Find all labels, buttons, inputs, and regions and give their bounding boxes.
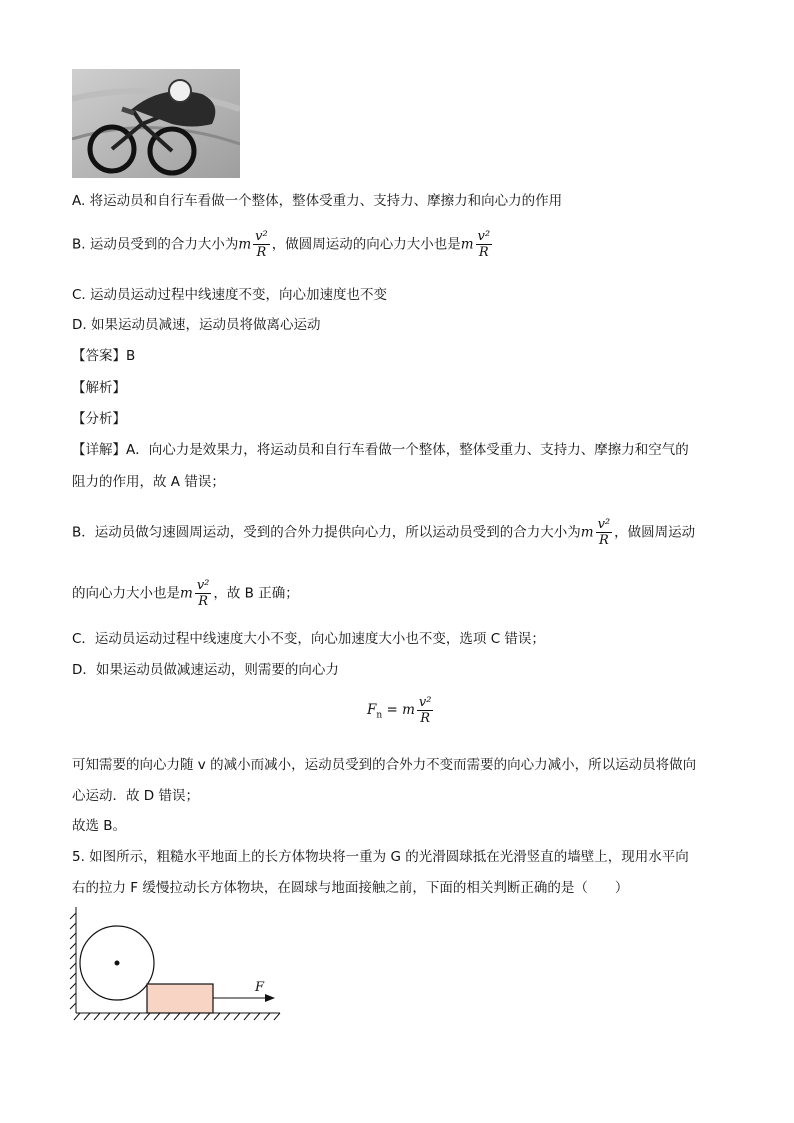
detail-b-prefix: B．运动员做匀速圆周运动，受到的合外力提供向心力，所以运动员受到的合力大小为	[72, 524, 581, 541]
fraction-v2-over-r	[596, 517, 613, 548]
option-b-prefix: B. 运动员受到的合力大小为	[72, 236, 239, 253]
fraction-denominator: R	[598, 533, 609, 548]
fraction-numerator: v²	[196, 578, 210, 593]
detail-line-2: 阻力的作用，故 A 错误；	[72, 474, 225, 490]
fraction-v2-over-r	[195, 578, 212, 609]
fraction-numerator: v²	[418, 695, 432, 710]
detail-d-line: D．如果运动员做减速运动，则需要的向心力	[72, 662, 339, 678]
option-d: D. 如果运动员减速，运动员将做离心运动	[72, 317, 321, 333]
detail-b-suffix: ，做圆周运动	[614, 524, 696, 541]
force-label: F	[255, 980, 265, 995]
fraction-denominator: R	[420, 711, 431, 726]
option-b	[72, 229, 494, 260]
option-b-middle: ，做圆周运动的向心力大小也是	[271, 236, 461, 253]
fraction-denominator: R	[478, 245, 489, 260]
option-c: C. 运动员运动过程中线速度不变，向心加速度也不变	[72, 287, 388, 303]
detail-line-1: 【详解】A．向心力是效果力，将运动员和自行车看做一个整体，整体受重力、支持力、摩擦力和空气的	[72, 442, 689, 458]
fenxi-label: 【分析】	[72, 411, 126, 427]
ground-hatching	[74, 1013, 280, 1020]
fraction-numerator: v²	[255, 229, 268, 244]
fraction-numerator: v²	[597, 517, 611, 532]
detail-b2-suffix: ，故 B 正确；	[213, 585, 299, 602]
jiexi-label: 【解析】	[72, 380, 126, 396]
centripetal-force-formula: $F_n = m$ $\frac{\text{v²}}{R}$	[367, 695, 432, 726]
wall-ball-block-diagram	[68, 905, 288, 1027]
detail-after-2: 心运动．故 D 错误；	[72, 788, 199, 804]
block	[147, 984, 213, 1013]
fraction-numerator: v²	[477, 229, 491, 244]
fraction-denominator: R	[256, 245, 267, 260]
fraction-v2-over-r	[253, 229, 270, 260]
option-a: A. 将运动员和自行车看做一个整体，整体受重力、支持力、摩擦力和向心力的作用	[72, 193, 563, 209]
fraction-v2-over-r	[417, 695, 434, 726]
detail-after-1: 可知需要的向心力随 v 的减小而减小，运动员受到的合外力不变而需要的向心力减小，所以运动员将做向	[72, 757, 697, 773]
detail-b2-prefix: 的向心力大小也是	[72, 585, 180, 602]
answer-label: 【答案】B	[72, 348, 136, 364]
math-m: m	[460, 236, 474, 253]
cyclist-illustration	[72, 69, 240, 178]
arrow-head-icon	[265, 994, 275, 1002]
fraction-v2-over-r	[476, 229, 493, 260]
detail-b-line	[72, 517, 695, 548]
conclusion: 故选 B。	[72, 818, 127, 834]
cyclist-photo	[72, 69, 240, 178]
ball-center	[115, 961, 120, 966]
wall-hatching	[70, 907, 76, 1013]
math-m: m	[180, 585, 193, 602]
question-5-line-2: 右的拉力 F 缓慢拉动长方体物块，在圆球与地面接触之前，下面的相关判断正确的是（ ）	[72, 880, 629, 896]
detail-b-line-2	[72, 578, 299, 609]
math-m: m	[580, 524, 594, 541]
math-m: m	[238, 236, 252, 253]
question-5-line-1: 5. 如图所示，粗糙水平地面上的长方体物块将一重为 G 的光滑圆球抵在光滑竖直的墙壁上，现用水平向	[72, 849, 689, 865]
detail-c-line: C．运动员运动过程中线速度大小不变，向心加速度大小也不变，选项 C 错误；	[72, 631, 545, 647]
fraction-denominator: R	[198, 594, 208, 609]
